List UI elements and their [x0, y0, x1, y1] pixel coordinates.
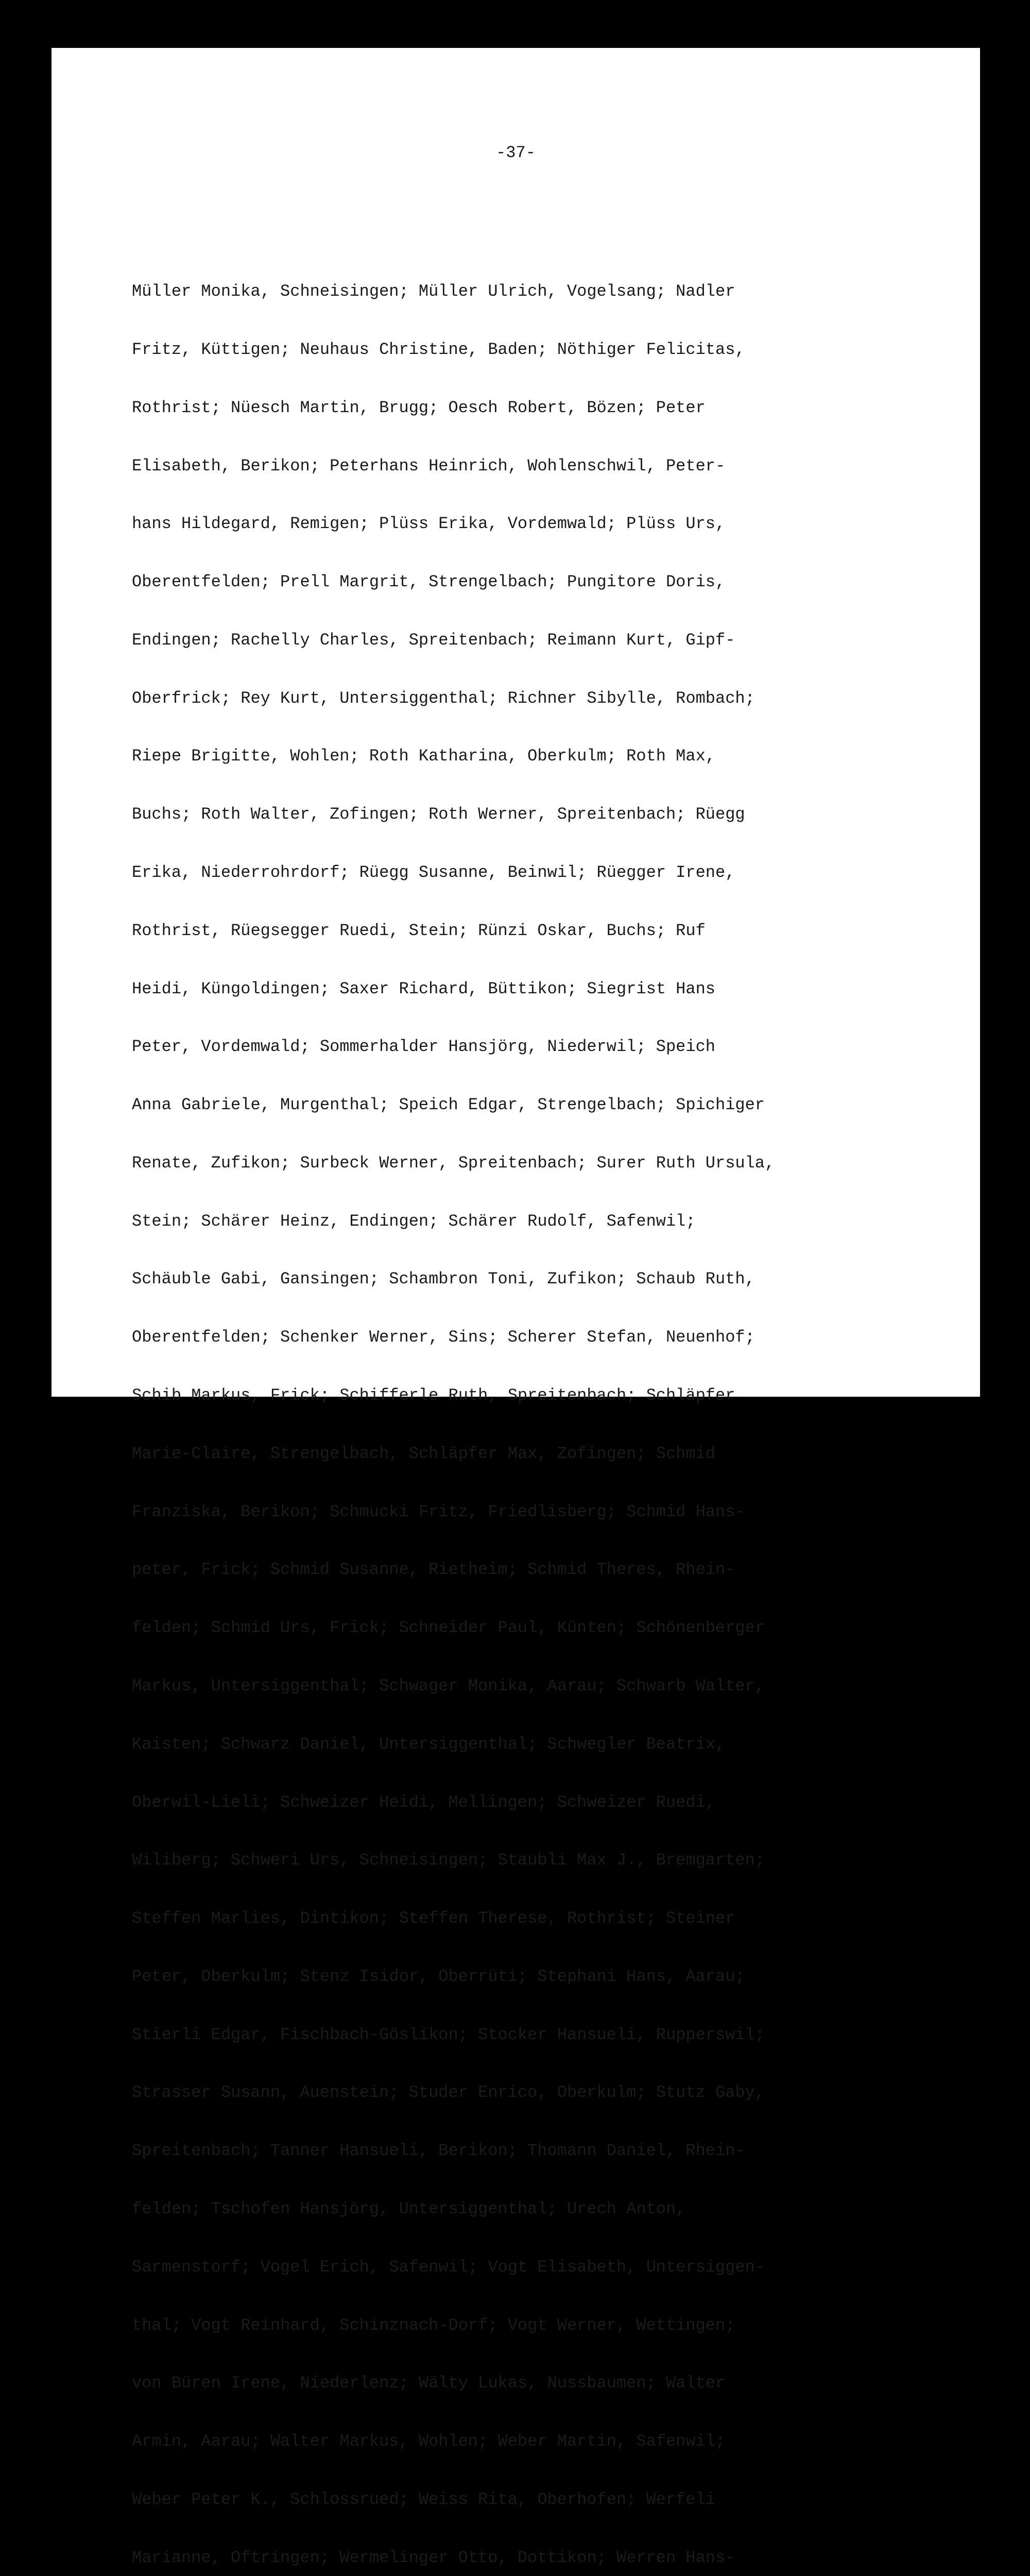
text-line: Oberwil-Lieli; Schweizer Heidi, Mellingen; Schweizer Ruedi,	[132, 1792, 715, 1812]
text-line: Sarmenstorf; Vogel Erich, Safenwil; Vogt Elisabeth, Untersiggen-	[132, 2257, 765, 2277]
text-line: Müller Monika, Schneisingen; Müller Ulrich, Vogelsang; Nadler	[132, 282, 735, 301]
text-line: Buchs; Roth Walter, Zofingen; Roth Werner, Spreitenbach; Rüegg	[132, 805, 745, 824]
text-line: Elisabeth, Berikon; Peterhans Heinrich, Wohlenschwil, Peter-	[132, 456, 726, 476]
text-line: Oberentfelden; Schenker Werner, Sins; Scherer Stefan, Neuenhof;	[132, 1328, 755, 1347]
text-line: Peter, Vordemwald; Sommerhalder Hansjörg, Niederwil; Speich	[132, 1037, 715, 1057]
text-line: Stein; Schärer Heinz, Endingen; Schärer Rudolf, Safenwil;	[132, 1211, 696, 1231]
text-line: Peter, Oberkulm; Stenz Isidor, Oberrüti; Stephani Hans, Aarau;	[132, 1967, 745, 1986]
text-line: Renate, Zufikon; Surbeck Werner, Spreitenbach; Surer Ruth Ursula,	[132, 1153, 775, 1173]
text-line: Marianne, Oftringen; Wermelinger Otto, Dottikon; Werren Hans-	[132, 2548, 735, 2567]
text-line: Kaisten; Schwarz Daniel, Untersiggenthal; Schwegler Beatrix,	[132, 1734, 726, 1754]
text-line: Endingen; Rachelly Charles, Spreitenbach; Reimann Kurt, Gipf-	[132, 630, 735, 650]
text-line: Schäuble Gabi, Gansingen; Schambron Toni, Zufikon; Schaub Ruth,	[132, 1269, 755, 1289]
text-line: thal; Vogt Reinhard, Schinznach-Dorf; Vogt Werner, Wettingen;	[132, 2315, 735, 2335]
text-line: Wiliberg; Schweri Urs, Schneisingen; Staubli Max J., Bremgarten;	[132, 1851, 765, 1870]
text-line: Strasser Susann, Auenstein; Studer Enrico, Oberkulm; Stutz Gaby,	[132, 2083, 765, 2103]
text-line: von Büren Irene, Niederlenz; Wälty Lukas, Nussbaumen; Walter	[132, 2374, 726, 2393]
text-line: Schib Markus, Frick; Schifferle Ruth, Spreitenbach; Schläpfer	[132, 1386, 735, 1405]
page-number: -37-	[496, 143, 536, 162]
text-line: Stierli Edgar, Fischbach-Göslikon; Stocker Hansueli, Rupperswil;	[132, 2025, 765, 2044]
text-line: hans Hildegard, Remigen; Plüss Erika, Vordemwald; Plüss Urs,	[132, 514, 726, 534]
text-line: Steffen Marlies, Dintikon; Steffen Therese, Rothrist; Steiner	[132, 1909, 735, 1928]
text-line: Spreitenbach; Tanner Hansueli, Berikon; Thomann Daniel, Rhein-	[132, 2141, 745, 2161]
text-line: Riepe Brigitte, Wohlen; Roth Katharina, Oberkulm; Roth Max,	[132, 747, 715, 766]
document-page	[52, 48, 980, 2567]
text-line: felden; Schmid Urs, Frick; Schneider Paul, Künten; Schönenberger	[132, 1618, 765, 1638]
text-line: Franziska, Berikon; Schmucki Fritz, Friedlisberg; Schmid Hans-	[132, 1502, 745, 1521]
text-line: peter, Frick; Schmid Susanne, Rietheim; Schmid Theres, Rhein-	[132, 1560, 735, 1580]
text-line: Rothrist, Rüegsegger Ruedi, Stein; Rünzi Oskar, Buchs; Ruf	[132, 921, 706, 940]
text-line: Heidi, Küngoldingen; Saxer Richard, Büttikon; Siegrist Hans	[132, 979, 715, 998]
text-line: Erika, Niederrohrdorf; Rüegg Susanne, Beinwil; Rüegger Irene,	[132, 863, 735, 882]
text-line: felden; Tschofen Hansjörg, Untersiggenthal; Urech Anton,	[132, 2199, 686, 2218]
text-line: Marie-Claire, Strengelbach, Schläpfer Max, Zofingen; Schmid	[132, 1444, 715, 1463]
text-line: Oberfrick; Rey Kurt, Untersiggenthal; Richner Sibylle, Rombach;	[132, 688, 755, 708]
text-line: Markus, Untersiggenthal; Schwager Monika, Aarau; Schwarb Walter,	[132, 1676, 765, 1696]
name-list-text	[132, 243, 966, 2576]
text-line: Oberentfelden; Prell Margrit, Strengelbach; Pungitore Doris,	[132, 572, 726, 592]
text-line: Armin, Aarau; Walter Markus, Wohlen; Weber Martin, Safenwil;	[132, 2432, 726, 2451]
text-line: Fritz, Küttigen; Neuhaus Christine, Baden; Nöthiger Felicitas,	[132, 340, 745, 359]
text-line: Rothrist; Nüesch Martin, Brugg; Oesch Robert, Bözen; Peter	[132, 398, 706, 417]
text-line: Weber Peter K., Schlossrued; Weiss Rita, Oberhofen; Werfeli	[132, 2489, 715, 2509]
text-line: Anna Gabriele, Murgenthal; Speich Edgar, Strengelbach; Spichiger	[132, 1095, 765, 1115]
